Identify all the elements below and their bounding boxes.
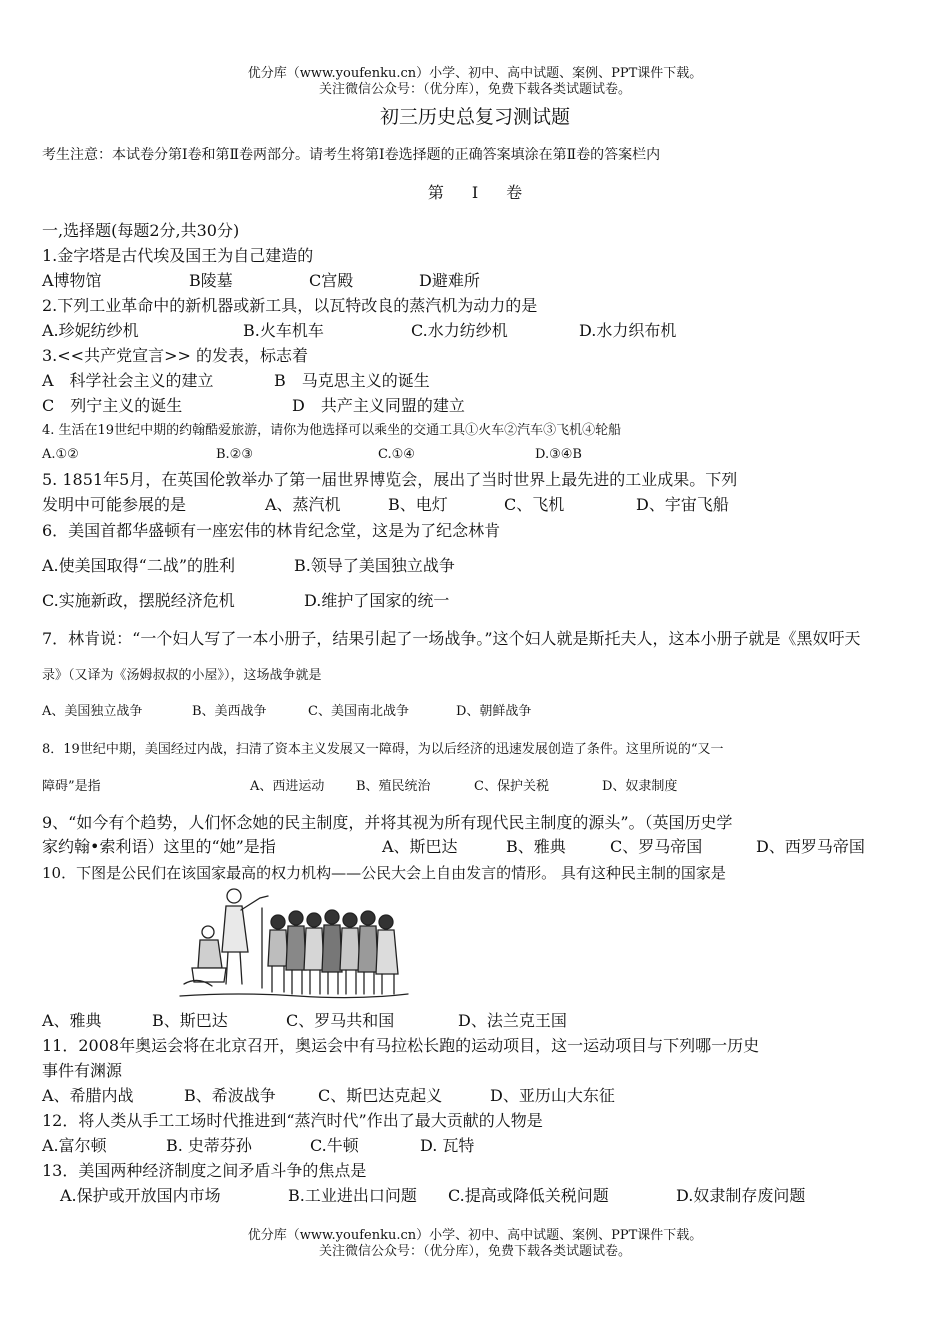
- q9-stem-text: 家约翰•索利语）这里的“她”是指: [42, 837, 276, 856]
- page-title: 初三历史总复习测试题: [379, 106, 570, 128]
- q11-stem-line-1: 11．2008年奥运会将在北京召开，奥运会中有马拉松长跑的运动项目，这一运动项目与下列哪一历史: [42, 1036, 760, 1055]
- header-line-2: 关注微信公众号：（优分库），免费下载各类试题试卷。: [318, 82, 631, 97]
- crowd-body: [358, 926, 378, 972]
- q12-option-b: B. 史蒂芬孙: [166, 1136, 252, 1155]
- q10-option-c: C、罗马共和国: [286, 1011, 395, 1030]
- q8-option-b: B、殖民统治: [356, 779, 431, 794]
- q5-option-a: A、蒸汽机: [265, 495, 341, 514]
- crowd-body: [376, 930, 398, 974]
- q1-option-a: A博物馆: [42, 271, 102, 290]
- q11-options: [42, 1085, 615, 1107]
- q5-stem-line-1: 5. 1851年5月，在英国伦敦举办了第一届世界博览会，展出了当时世界上最先进的工业成果。下列: [42, 470, 738, 489]
- q13-option-c: C.提高或降低关税问题: [448, 1186, 609, 1205]
- assembly-illustration: [178, 884, 410, 1002]
- footer-line-1: 优分库（www.youfenku.cn）小学、初中、高中试题、案例、PPT课件下载。: [247, 1228, 703, 1243]
- crowd-body: [286, 926, 306, 970]
- q9-option-a: A、斯巴达: [382, 837, 458, 856]
- orator-head: [227, 889, 241, 903]
- q4-option-b: B.②③: [216, 447, 253, 462]
- crowd-head: [325, 910, 339, 924]
- q2-option-a: A.珍妮纺纱机: [42, 321, 139, 340]
- q2-option-d: D.水力织布机: [579, 321, 677, 340]
- q9-stem-line-2: [42, 836, 865, 858]
- q4-options: [42, 444, 582, 466]
- q11-option-d: D、亚历山大东征: [490, 1086, 615, 1105]
- q7-stem-text-1: 7．林肯说：“一个妇人写了一本小册子，结果引起了一场战争。”这个妇人就是斯托夫人，这本小册子就是《黑奴吁天: [42, 629, 861, 648]
- q8-stem-line-2: [42, 776, 677, 798]
- q8-option-d: D、奴隶制度: [602, 779, 678, 794]
- q11-option-a: A、希腊内战: [42, 1086, 134, 1105]
- page-footer: [0, 1228, 950, 1260]
- q1-option-c: C宫殿: [309, 271, 354, 290]
- q2-option-c: C.水力纺纱机: [411, 321, 508, 340]
- q6-stem: 6．美国首都华盛顿有一座宏伟的林肯纪念堂，这是为了纪念林肯: [42, 521, 501, 540]
- q1-option-b: B陵墓: [189, 271, 233, 290]
- crowd-head: [271, 915, 285, 929]
- exam-notice: 考生注意：本试卷分第Ⅰ卷和第Ⅱ卷两部分。请考生将第Ⅰ卷选择题的正确答案填涂在第Ⅱ卷的答案栏内: [42, 147, 661, 163]
- crowd-head: [361, 911, 375, 925]
- q5-option-d: D、宇宙飞船: [636, 495, 729, 514]
- q13-options: [60, 1185, 805, 1207]
- assembly-illustration-group: [180, 889, 408, 998]
- crowd-head: [289, 911, 303, 925]
- q11-option-c: C、斯巴达克起义: [318, 1086, 443, 1105]
- q10-stem: [42, 862, 726, 886]
- q10-stem-text: 10．下图是公民们在该国家最高的权力机构——公民大会上自由发言的情形。 具有这种民主制的国家是: [42, 864, 726, 882]
- q8-stem-text: 障碍”是指: [42, 779, 101, 794]
- header-line-1: 优分库（www.youfenku.cn）小学、初中、高中试题、案例、PPT课件下载。: [247, 66, 703, 81]
- q11-stem-line-2: 事件有渊源: [42, 1061, 123, 1080]
- q7-option-c: C、美国南北战争: [308, 704, 409, 719]
- q13-option-d: D.奴隶制存废问题: [676, 1186, 806, 1205]
- q8-option-c: C、保护关税: [474, 779, 549, 794]
- q12-option-a: A.富尔顿: [42, 1136, 107, 1155]
- page-header: [0, 66, 950, 98]
- q2-stem: 2.下列工业革命中的新机器或新工具，以瓦特改良的蒸汽机为动力的是: [42, 296, 538, 315]
- seated-robe: [198, 940, 222, 968]
- volume-char-1: 第: [427, 183, 444, 202]
- q12-option-c: C.牛顿: [310, 1136, 359, 1155]
- q12-options: [42, 1135, 474, 1157]
- q7-stem-line-1: [42, 628, 861, 652]
- volume-char-3: 卷: [506, 183, 523, 202]
- q6-options-row-2: [42, 590, 449, 612]
- q1-option-d: D避难所: [419, 271, 480, 290]
- q13-option-a: A.保护或开放国内市场: [60, 1186, 221, 1205]
- q5-stem-line-2: [42, 494, 729, 516]
- crowd-head: [343, 913, 357, 927]
- q4-option-c: C.①④: [378, 447, 415, 462]
- volume-heading: [0, 182, 950, 204]
- q10-option-d: D、法兰克王国: [458, 1011, 567, 1030]
- q4-stem: 4. 生活在19世纪中期的约翰酷爱旅游，请你为他选择可以乘坐的交通工具①火车②汽车③飞机④轮船: [42, 423, 622, 438]
- q9-option-c: C、罗马帝国: [610, 837, 703, 856]
- crowd-body: [322, 925, 342, 972]
- seated-head: [202, 926, 214, 938]
- q10-options: [42, 1010, 567, 1032]
- q7-option-b: B、美西战争: [192, 704, 267, 719]
- q12-stem: 12．将人类从手工工场时代推进到“蒸汽时代”作出了最大贡献的人物是: [42, 1111, 543, 1130]
- crowd: [268, 910, 398, 994]
- q9-option-d: D、西罗马帝国: [756, 837, 865, 856]
- q6-option-d: D.维护了国家的统一: [304, 591, 450, 610]
- q4-option-a: A.①②: [42, 447, 79, 462]
- q5-option-b: B、电灯: [388, 495, 448, 514]
- orator-tunic: [222, 906, 248, 952]
- q6-option-a: A.使美国取得“二战”的胜利: [42, 556, 236, 575]
- orator-legs: [226, 952, 242, 984]
- q3-option-b: B 马克思主义的诞生: [274, 371, 430, 390]
- q3-options-row-1: [42, 370, 430, 392]
- q6-option-c: C.实施新政，摆脱经济危机: [42, 591, 235, 610]
- q8-option-a: A、西进运动: [250, 779, 325, 794]
- q12-option-d: D. 瓦特: [420, 1136, 475, 1155]
- q3-stem: 3.<<共产党宣言>> 的发表，标志着: [42, 346, 308, 365]
- section-heading: 一,选择题(每题2分,共30分): [42, 221, 240, 240]
- q2-option-b: B.火车机车: [243, 321, 324, 340]
- q2-options: [42, 320, 676, 342]
- q5-option-c: C、飞机: [504, 495, 565, 514]
- q13-option-b: B.工业进出口问题: [288, 1186, 417, 1205]
- q7-options: [42, 701, 531, 723]
- orator-arm: [241, 896, 268, 910]
- crowd-body: [268, 930, 288, 966]
- footer-line-2: 关注微信公众号：（优分库），免费下载各类试题试卷。: [318, 1244, 631, 1259]
- q4-option-d: D.③④B: [535, 447, 582, 462]
- q1-options: [42, 270, 480, 292]
- crowd-body: [304, 928, 324, 970]
- q6-options-row-1: [42, 555, 455, 577]
- q8-stem-line-1: 8．19世纪中期，美国经过内战，扫清了资本主义发展又一障碍，为以后经济的迅速发展创造了条件。这里所说的“又一: [42, 742, 724, 757]
- q7-option-a: A、美国独立战争: [42, 704, 143, 719]
- q3-option-c: C 列宁主义的诞生: [42, 396, 183, 415]
- q9-option-b: B、雅典: [506, 837, 566, 856]
- q7-option-d: D、朝鲜战争: [456, 704, 532, 719]
- q10-option-b: B、斯巴达: [152, 1011, 228, 1030]
- crowd-head: [379, 915, 393, 929]
- q3-option-d: D 共产主义同盟的建立: [292, 396, 465, 415]
- q13-stem: 13．美国两种经济制度之间矛盾斗争的焦点是: [42, 1161, 367, 1180]
- q3-options-row-2: [42, 395, 465, 417]
- q11-option-b: B、希波战争: [184, 1086, 276, 1105]
- volume-char-2: Ⅰ: [471, 183, 479, 202]
- q6-option-b: B.领导了美国独立战争: [294, 556, 455, 575]
- q9-stem-line-1: 9、“如今有个趋势，人们怀念她的民主制度，并将其视为所有现代民主制度的源头”。（英国历史学: [42, 813, 733, 832]
- q10-option-a: A、雅典: [42, 1011, 102, 1030]
- q3-option-a: A 科学社会主义的建立: [42, 371, 214, 390]
- q1-stem: 1.金字塔是古代埃及国王为自己建造的: [42, 246, 314, 265]
- q7-stem-line-2: 录》（又译为《汤姆叔叔的小屋》），这场战争就是: [42, 668, 322, 683]
- crowd-body: [340, 928, 360, 970]
- crowd-head: [307, 913, 321, 927]
- q5-stem-text: 发明中可能参展的是: [42, 495, 187, 514]
